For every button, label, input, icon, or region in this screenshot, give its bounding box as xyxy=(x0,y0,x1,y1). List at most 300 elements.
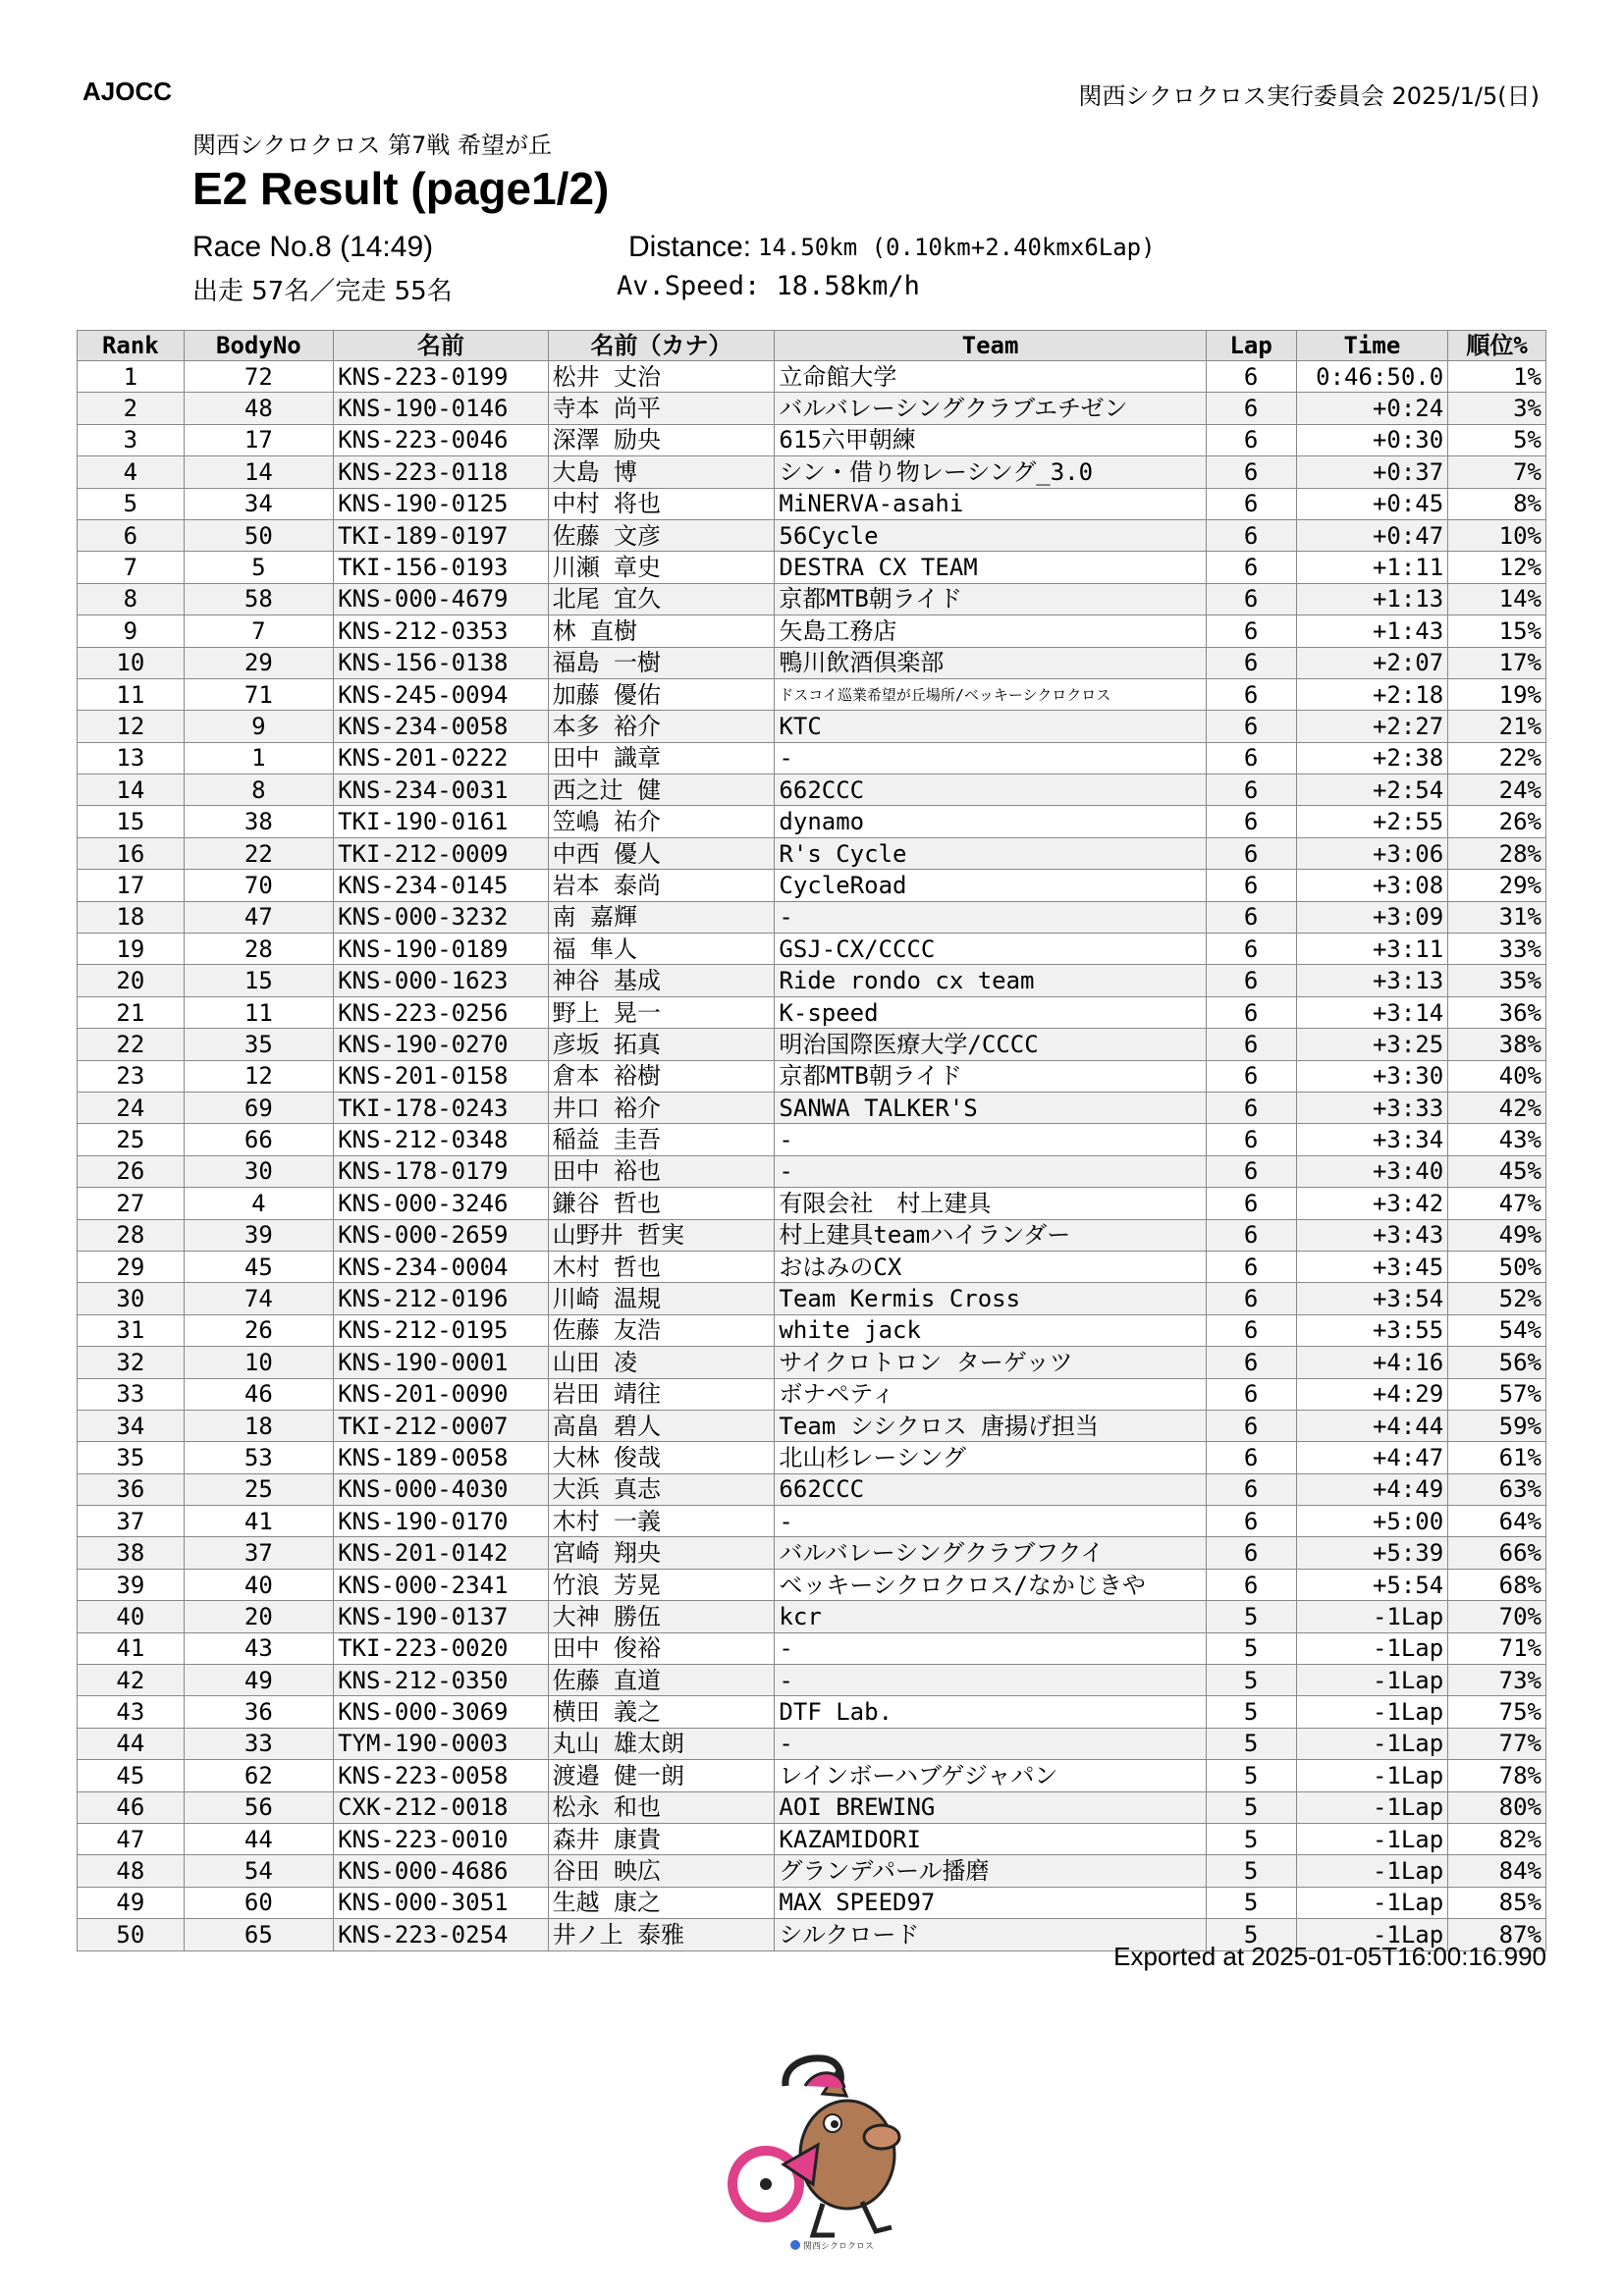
cell-lap: 5 xyxy=(1206,1919,1296,1950)
table-row xyxy=(78,870,1546,901)
cell-rank: 48 xyxy=(78,1855,185,1887)
cell-rank-percent: 47% xyxy=(1448,1188,1546,1219)
cell-lap: 6 xyxy=(1206,1410,1296,1441)
cell-license: KNS-234-0058 xyxy=(334,711,549,742)
cell-team: kcr xyxy=(775,1601,1206,1632)
table-row xyxy=(78,1442,1546,1473)
cell-name: 中西 優人 xyxy=(548,837,775,869)
cell-time: +3:33 xyxy=(1296,1092,1448,1123)
cell-lap: 5 xyxy=(1206,1696,1296,1728)
cell-lap: 6 xyxy=(1206,424,1296,455)
table-row xyxy=(78,1537,1546,1569)
cell-rank-percent: 10% xyxy=(1448,519,1546,551)
table-row xyxy=(78,1347,1546,1378)
cell-bodyno: 17 xyxy=(184,424,333,455)
cell-license: KNS-245-0094 xyxy=(334,678,549,710)
table-row xyxy=(78,1632,1546,1664)
cell-name: 木村 一義 xyxy=(548,1506,775,1537)
cell-team: 662CCC xyxy=(775,1473,1206,1505)
cell-license: KNS-201-0222 xyxy=(334,742,549,774)
event-subtitle: 関西シクロクロス 第7戦 希望が丘 xyxy=(192,132,553,159)
table-row xyxy=(78,1665,1546,1696)
cell-bodyno: 4 xyxy=(184,1188,333,1219)
cell-team: ドスコイ巡業希望が丘場所/ベッキーシクロクロス xyxy=(775,678,1206,710)
cell-time: +5:39 xyxy=(1296,1537,1448,1569)
cell-name: 田中 裕也 xyxy=(548,1155,775,1187)
cell-license: CXK-212-0018 xyxy=(334,1791,549,1823)
cell-lap: 6 xyxy=(1206,1442,1296,1473)
cell-bodyno: 53 xyxy=(184,1442,333,1473)
cell-team: CycleRoad xyxy=(775,870,1206,901)
cell-rank-percent: 22% xyxy=(1448,742,1546,774)
cell-time: +1:43 xyxy=(1296,615,1448,647)
table-row xyxy=(78,1696,1546,1728)
cell-team: ベッキーシクロクロス/なかじきや xyxy=(775,1569,1206,1600)
cell-team: KAZAMIDORI xyxy=(775,1823,1206,1854)
cell-rank-percent: 52% xyxy=(1448,1283,1546,1314)
cell-rank-percent: 3% xyxy=(1448,393,1546,424)
cell-name: 寺本 尚平 xyxy=(548,393,775,424)
cell-rank-percent: 68% xyxy=(1448,1569,1546,1600)
cell-rank-percent: 26% xyxy=(1448,806,1546,837)
table-row xyxy=(78,615,1546,647)
cell-rank-percent: 42% xyxy=(1448,1092,1546,1123)
cell-lap: 6 xyxy=(1206,552,1296,583)
table-row xyxy=(78,1473,1546,1505)
cell-bodyno: 41 xyxy=(184,1506,333,1537)
cell-time: +3:14 xyxy=(1296,996,1448,1028)
cell-time: -1Lap xyxy=(1296,1632,1448,1664)
table-row xyxy=(78,1887,1546,1918)
cell-time: +2:38 xyxy=(1296,742,1448,774)
cell-name: 西之辻 健 xyxy=(548,774,775,806)
cell-bodyno: 36 xyxy=(184,1696,333,1728)
cell-lap: 6 xyxy=(1206,934,1296,965)
cell-rank-percent: 12% xyxy=(1448,552,1546,583)
cell-lap: 6 xyxy=(1206,1569,1296,1600)
distance-value: 14.50km (0.10km+2.40kmx6Lap) xyxy=(758,234,1156,261)
cell-time: +3:45 xyxy=(1296,1251,1448,1282)
cell-bodyno: 45 xyxy=(184,1251,333,1282)
exported-timestamp: Exported at 2025-01-05T16:00:16.990 xyxy=(1113,1942,1546,1971)
cell-time: +0:37 xyxy=(1296,456,1448,488)
cell-rank-percent: 24% xyxy=(1448,774,1546,806)
cell-time: +0:24 xyxy=(1296,393,1448,424)
cell-name: 南 嘉輝 xyxy=(548,901,775,933)
cell-rank-percent: 21% xyxy=(1448,711,1546,742)
table-row xyxy=(78,806,1546,837)
cell-rank-percent: 82% xyxy=(1448,1823,1546,1854)
cell-name: 鎌谷 哲也 xyxy=(548,1188,775,1219)
cell-bodyno: 30 xyxy=(184,1155,333,1187)
cell-name: 北尾 宜久 xyxy=(548,583,775,614)
cell-team: AOI BREWING xyxy=(775,1791,1206,1823)
table-row xyxy=(78,996,1546,1028)
col-lap: Lap xyxy=(1206,331,1296,361)
cell-lap: 6 xyxy=(1206,1124,1296,1155)
cell-team: グランデパール播磨 xyxy=(775,1855,1206,1887)
cell-team: MiNERVA-asahi xyxy=(775,488,1206,519)
table-row xyxy=(78,552,1546,583)
cell-team: 鴨川飲酒倶楽部 xyxy=(775,647,1206,678)
cell-time: +3:11 xyxy=(1296,934,1448,965)
cell-lap: 6 xyxy=(1206,1029,1296,1060)
cell-license: KNS-190-0125 xyxy=(334,488,549,519)
cell-rank: 29 xyxy=(78,1251,185,1282)
cell-bodyno: 34 xyxy=(184,488,333,519)
col-rank-percent: 順位% xyxy=(1448,331,1546,361)
cell-rank-percent: 8% xyxy=(1448,488,1546,519)
cell-rank-percent: 66% xyxy=(1448,1537,1546,1569)
cell-rank: 34 xyxy=(78,1410,185,1441)
cell-rank: 32 xyxy=(78,1347,185,1378)
cell-name: 渡邉 健一朗 xyxy=(548,1760,775,1791)
starters-finishers: 出走 57名／完走 55名 xyxy=(192,277,453,306)
table-row xyxy=(78,1314,1546,1346)
table-row xyxy=(78,1569,1546,1600)
cell-lap: 6 xyxy=(1206,1283,1296,1314)
cell-license: KNS-190-0137 xyxy=(334,1601,549,1632)
cell-team: DESTRA CX TEAM xyxy=(775,552,1206,583)
cell-bodyno: 69 xyxy=(184,1092,333,1123)
cell-team: - xyxy=(775,1632,1206,1664)
table-row xyxy=(78,934,1546,965)
cell-team: シルクロード xyxy=(775,1919,1206,1950)
cell-rank-percent: 45% xyxy=(1448,1155,1546,1187)
cell-name: 加藤 優佑 xyxy=(548,678,775,710)
cell-name: 本多 裕介 xyxy=(548,711,775,742)
col-time: Time xyxy=(1296,331,1448,361)
cell-lap: 5 xyxy=(1206,1760,1296,1791)
cell-lap: 6 xyxy=(1206,1537,1296,1569)
cell-bodyno: 70 xyxy=(184,870,333,901)
cell-lap: 5 xyxy=(1206,1791,1296,1823)
cell-rank-percent: 59% xyxy=(1448,1410,1546,1441)
cell-license: KNS-212-0353 xyxy=(334,615,549,647)
cell-bodyno: 10 xyxy=(184,1347,333,1378)
col-team: Team xyxy=(775,331,1206,361)
cell-rank-percent: 73% xyxy=(1448,1665,1546,1696)
cell-team: GSJ-CX/CCCC xyxy=(775,934,1206,965)
cell-license: KNS-000-3232 xyxy=(334,901,549,933)
cell-license: TKI-178-0243 xyxy=(334,1092,549,1123)
cell-rank: 16 xyxy=(78,837,185,869)
cell-rank-percent: 84% xyxy=(1448,1855,1546,1887)
cell-team: 662CCC xyxy=(775,774,1206,806)
cell-time: +3:25 xyxy=(1296,1029,1448,1060)
table-row xyxy=(78,424,1546,455)
cell-lap: 6 xyxy=(1206,1188,1296,1219)
distance-label: Distance: xyxy=(628,231,752,263)
cell-rank-percent: 71% xyxy=(1448,1632,1546,1664)
cell-name: 高畠 碧人 xyxy=(548,1410,775,1441)
cell-lap: 6 xyxy=(1206,488,1296,519)
cell-time: +5:00 xyxy=(1296,1506,1448,1537)
cell-name: 大神 勝伍 xyxy=(548,1601,775,1632)
cell-license: KNS-000-2659 xyxy=(334,1219,549,1251)
cell-team: DTF Lab. xyxy=(775,1696,1206,1728)
cell-name: 野上 晃一 xyxy=(548,996,775,1028)
cell-name: 松井 丈治 xyxy=(548,361,775,393)
cell-license: KNS-212-0195 xyxy=(334,1314,549,1346)
cell-time: -1Lap xyxy=(1296,1919,1448,1950)
cell-lap: 6 xyxy=(1206,456,1296,488)
cell-name: 横田 義之 xyxy=(548,1696,775,1728)
col-rank: Rank xyxy=(78,331,185,361)
table-row xyxy=(78,1188,1546,1219)
cell-time: -1Lap xyxy=(1296,1823,1448,1854)
cell-rank-percent: 17% xyxy=(1448,647,1546,678)
cell-team: バルバレーシングクラブエチゼン xyxy=(775,393,1206,424)
table-row xyxy=(78,519,1546,551)
average-speed: Av.Speed: 18.58km/h xyxy=(617,271,920,301)
cell-rank: 24 xyxy=(78,1092,185,1123)
col-name: 名前（カナ） xyxy=(548,331,775,361)
cell-time: +3:54 xyxy=(1296,1283,1448,1314)
table-row xyxy=(78,774,1546,806)
cell-name: 大浜 真志 xyxy=(548,1473,775,1505)
cell-rank: 49 xyxy=(78,1887,185,1918)
org-label: AJOCC xyxy=(82,77,173,106)
cell-rank-percent: 63% xyxy=(1448,1473,1546,1505)
cell-rank: 11 xyxy=(78,678,185,710)
cell-rank-percent: 54% xyxy=(1448,1314,1546,1346)
cell-name: 大林 俊哉 xyxy=(548,1442,775,1473)
cell-time: +4:47 xyxy=(1296,1442,1448,1473)
cell-name: 丸山 雄太朗 xyxy=(548,1728,775,1759)
cell-time: +1:11 xyxy=(1296,552,1448,583)
cell-license: KNS-000-2341 xyxy=(334,1569,549,1600)
cell-rank: 3 xyxy=(78,424,185,455)
cell-rank: 46 xyxy=(78,1791,185,1823)
cell-bodyno: 8 xyxy=(184,774,333,806)
table-row xyxy=(78,711,1546,742)
cell-rank: 39 xyxy=(78,1569,185,1600)
cell-rank-percent: 38% xyxy=(1448,1029,1546,1060)
cell-name: 佐藤 友浩 xyxy=(548,1314,775,1346)
cell-rank: 35 xyxy=(78,1442,185,1473)
cell-lap: 5 xyxy=(1206,1728,1296,1759)
cell-team: シン・借り物レーシング_3.0 xyxy=(775,456,1206,488)
cell-bodyno: 15 xyxy=(184,965,333,996)
cell-team: 有限会社 村上建具 xyxy=(775,1188,1206,1219)
cell-rank-percent: 28% xyxy=(1448,837,1546,869)
cell-rank-percent: 36% xyxy=(1448,996,1546,1028)
cell-license: KNS-190-0170 xyxy=(334,1506,549,1537)
cell-lap: 6 xyxy=(1206,806,1296,837)
cell-name: 岩田 靖往 xyxy=(548,1378,775,1410)
cell-lap: 6 xyxy=(1206,583,1296,614)
cell-time: +3:13 xyxy=(1296,965,1448,996)
cell-rank: 47 xyxy=(78,1823,185,1854)
table-row xyxy=(78,1124,1546,1155)
cell-bodyno: 25 xyxy=(184,1473,333,1505)
cell-license: KNS-000-4030 xyxy=(334,1473,549,1505)
cell-rank: 17 xyxy=(78,870,185,901)
cell-lap: 6 xyxy=(1206,1347,1296,1378)
table-row xyxy=(78,456,1546,488)
cell-rank: 43 xyxy=(78,1696,185,1728)
cell-team: Ride rondo cx team xyxy=(775,965,1206,996)
cell-bodyno: 48 xyxy=(184,393,333,424)
cell-rank-percent: 61% xyxy=(1448,1442,1546,1473)
cell-rank-percent: 77% xyxy=(1448,1728,1546,1759)
cell-rank: 38 xyxy=(78,1537,185,1569)
col-license: 名前 xyxy=(334,331,549,361)
cell-rank-percent: 43% xyxy=(1448,1124,1546,1155)
cell-team: 明治国際医療大学/CCCC xyxy=(775,1029,1206,1060)
cell-rank-percent: 29% xyxy=(1448,870,1546,901)
cell-rank-percent: 85% xyxy=(1448,1887,1546,1918)
cell-name: 岩本 泰尚 xyxy=(548,870,775,901)
cell-name: 田中 識章 xyxy=(548,742,775,774)
table-row xyxy=(78,1092,1546,1123)
mascot-logo xyxy=(725,2047,916,2253)
cell-lap: 6 xyxy=(1206,742,1296,774)
cell-license: KNS-000-3246 xyxy=(334,1188,549,1219)
cell-rank-percent: 15% xyxy=(1448,615,1546,647)
cell-bodyno: 18 xyxy=(184,1410,333,1441)
cell-name: 山田 凌 xyxy=(548,1347,775,1378)
cell-bodyno: 7 xyxy=(184,615,333,647)
cell-lap: 6 xyxy=(1206,1092,1296,1123)
cell-lap: 6 xyxy=(1206,519,1296,551)
cell-rank: 4 xyxy=(78,456,185,488)
cell-name: 福島 一樹 xyxy=(548,647,775,678)
cell-rank: 15 xyxy=(78,806,185,837)
cell-bodyno: 26 xyxy=(184,1314,333,1346)
cell-bodyno: 14 xyxy=(184,456,333,488)
cell-license: KNS-000-3051 xyxy=(334,1887,549,1918)
cell-time: -1Lap xyxy=(1296,1791,1448,1823)
cell-bodyno: 5 xyxy=(184,552,333,583)
cell-lap: 6 xyxy=(1206,678,1296,710)
cell-lap: 6 xyxy=(1206,1219,1296,1251)
cell-team: - xyxy=(775,742,1206,774)
cell-bodyno: 60 xyxy=(184,1887,333,1918)
cell-rank-percent: 49% xyxy=(1448,1219,1546,1251)
cell-license: KNS-223-0254 xyxy=(334,1919,549,1950)
cell-rank: 50 xyxy=(78,1919,185,1950)
cell-team: - xyxy=(775,1506,1206,1537)
cell-lap: 6 xyxy=(1206,996,1296,1028)
cell-rank-percent: 5% xyxy=(1448,424,1546,455)
cell-name: 稲益 圭吾 xyxy=(548,1124,775,1155)
cell-license: KNS-190-0146 xyxy=(334,393,549,424)
cell-bodyno: 56 xyxy=(184,1791,333,1823)
cell-time: +3:40 xyxy=(1296,1155,1448,1187)
cell-time: +4:29 xyxy=(1296,1378,1448,1410)
cell-rank-percent: 80% xyxy=(1448,1791,1546,1823)
cell-license: KNS-190-0001 xyxy=(334,1347,549,1378)
cell-bodyno: 12 xyxy=(184,1060,333,1092)
cell-license: KNS-000-1623 xyxy=(334,965,549,996)
cell-rank: 2 xyxy=(78,393,185,424)
cell-rank: 19 xyxy=(78,934,185,965)
cell-rank-percent: 64% xyxy=(1448,1506,1546,1537)
cell-bodyno: 66 xyxy=(184,1124,333,1155)
committee-date: 関西シクロクロス実行委員会 2025/1/5(日) xyxy=(1078,82,1540,110)
cell-lap: 6 xyxy=(1206,774,1296,806)
results-table xyxy=(77,330,1546,1951)
cell-license: KNS-223-0010 xyxy=(334,1823,549,1854)
cell-name: 井口 裕介 xyxy=(548,1092,775,1123)
cell-rank: 45 xyxy=(78,1760,185,1791)
cell-rank: 27 xyxy=(78,1188,185,1219)
cell-name: 木村 哲也 xyxy=(548,1251,775,1282)
cell-time: -1Lap xyxy=(1296,1696,1448,1728)
cell-license: KNS-000-4679 xyxy=(334,583,549,614)
cell-license: KNS-223-0058 xyxy=(334,1760,549,1791)
table-row xyxy=(78,393,1546,424)
cell-bodyno: 62 xyxy=(184,1760,333,1791)
cell-rank: 12 xyxy=(78,711,185,742)
table-header-row xyxy=(78,331,1546,361)
cell-rank: 37 xyxy=(78,1506,185,1537)
table-row xyxy=(78,1855,1546,1887)
cell-bodyno: 37 xyxy=(184,1537,333,1569)
cell-license: KNS-234-0031 xyxy=(334,774,549,806)
cell-lap: 6 xyxy=(1206,1378,1296,1410)
cell-license: KNS-190-0189 xyxy=(334,934,549,965)
cell-time: +3:06 xyxy=(1296,837,1448,869)
cell-lap: 6 xyxy=(1206,711,1296,742)
cell-time: +3:30 xyxy=(1296,1060,1448,1092)
cell-bodyno: 11 xyxy=(184,996,333,1028)
cell-lap: 6 xyxy=(1206,615,1296,647)
table-row xyxy=(78,1791,1546,1823)
cell-team: - xyxy=(775,1124,1206,1155)
cell-name: 松永 和也 xyxy=(548,1791,775,1823)
table-row xyxy=(78,1219,1546,1251)
cell-name: 佐藤 直道 xyxy=(548,1665,775,1696)
cell-time: +5:54 xyxy=(1296,1569,1448,1600)
cell-name: 深澤 励央 xyxy=(548,424,775,455)
cell-lap: 6 xyxy=(1206,901,1296,933)
cell-time: -1Lap xyxy=(1296,1887,1448,1918)
cell-rank-percent: 87% xyxy=(1448,1919,1546,1950)
cell-rank: 22 xyxy=(78,1029,185,1060)
cell-team: Team シシクロス 唐揚げ担当 xyxy=(775,1410,1206,1441)
cell-rank-percent: 35% xyxy=(1448,965,1546,996)
cell-team: 矢島工務店 xyxy=(775,615,1206,647)
cell-license: TKI-212-0009 xyxy=(334,837,549,869)
cell-time: -1Lap xyxy=(1296,1601,1448,1632)
cell-rank: 9 xyxy=(78,615,185,647)
cell-bodyno: 65 xyxy=(184,1919,333,1950)
cell-team: MAX SPEED97 xyxy=(775,1887,1206,1918)
cell-time: +2:54 xyxy=(1296,774,1448,806)
cell-lap: 6 xyxy=(1206,1314,1296,1346)
cell-license: KNS-201-0090 xyxy=(334,1378,549,1410)
cell-license: KNS-189-0058 xyxy=(334,1442,549,1473)
cell-rank: 1 xyxy=(78,361,185,393)
cell-team: dynamo xyxy=(775,806,1206,837)
cell-license: TYM-190-0003 xyxy=(334,1728,549,1759)
cell-rank: 26 xyxy=(78,1155,185,1187)
cell-time: -1Lap xyxy=(1296,1760,1448,1791)
cell-time: +4:49 xyxy=(1296,1473,1448,1505)
cell-name: 宮崎 翔央 xyxy=(548,1537,775,1569)
cell-license: KNS-223-0199 xyxy=(334,361,549,393)
cell-time: +4:16 xyxy=(1296,1347,1448,1378)
cell-time: +3:09 xyxy=(1296,901,1448,933)
table-row xyxy=(78,488,1546,519)
cell-bodyno: 22 xyxy=(184,837,333,869)
cell-name: 神谷 基成 xyxy=(548,965,775,996)
cell-rank: 31 xyxy=(78,1314,185,1346)
cell-license: KNS-178-0179 xyxy=(334,1155,549,1187)
